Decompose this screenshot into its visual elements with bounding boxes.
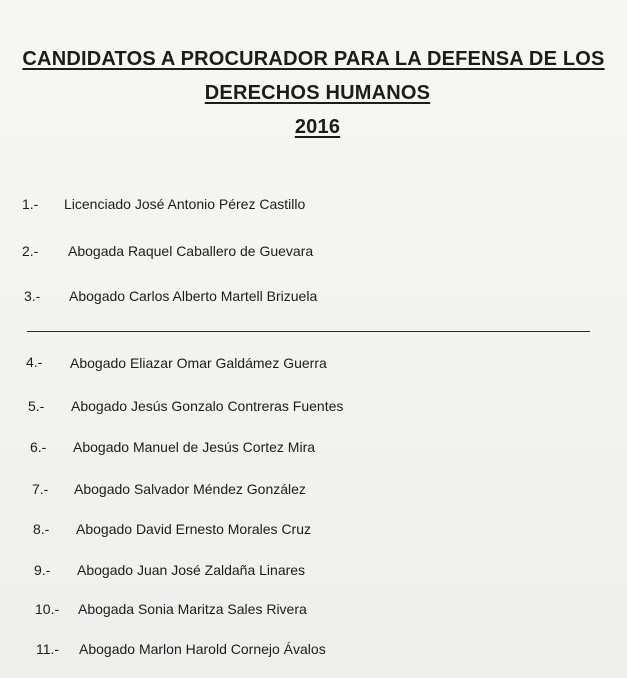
candidate-name: Abogado Salvador Méndez González: [74, 481, 306, 497]
candidate-name: Abogado Jesús Gonzalo Contreras Fuentes: [71, 398, 344, 414]
candidate-name: Abogado Manuel de Jesús Cortez Mira: [73, 439, 316, 455]
document-title-line-2: DERECHOS HUMANOS: [204, 82, 431, 104]
candidate-name: Abogado Eliazar Omar Galdámez Guerra: [70, 355, 327, 371]
candidate-name: Abogada Raquel Caballero de Guevara: [68, 243, 314, 259]
candidate-number: 6.-: [30, 439, 47, 455]
candidate-number: 5.-: [28, 398, 45, 414]
candidate-number: 11.-: [36, 641, 60, 657]
candidate-name: Abogado Carlos Alberto Martell Brizuela: [69, 288, 318, 304]
section-divider: [27, 331, 590, 332]
document-title-line-1: CANDIDATOS A PROCURADOR PARA LA DEFENSA DE LOS: [22, 48, 605, 70]
candidate-name: Abogado Marlon Harold Cornejo Ávalos: [79, 641, 326, 657]
document-year: 2016: [294, 116, 341, 138]
candidate-number: 4.-: [26, 354, 43, 370]
candidate-name: Abogado Juan José Zaldaña Linares: [77, 562, 306, 578]
candidate-name: Licenciado José Antonio Pérez Castillo: [64, 196, 306, 212]
candidate-number: 7.-: [32, 481, 49, 497]
candidate-number: 10.-: [35, 601, 60, 617]
candidate-number: 8.-: [33, 521, 50, 537]
candidate-number: 1.-: [22, 196, 39, 212]
candidate-number: 9.-: [34, 562, 51, 578]
candidate-number: 3.-: [24, 288, 41, 304]
candidate-name: Abogado David Ernesto Morales Cruz: [76, 521, 312, 537]
candidate-name: Abogada Sonia Maritza Sales Rivera: [78, 601, 307, 617]
candidate-number: 2.-: [22, 243, 39, 259]
